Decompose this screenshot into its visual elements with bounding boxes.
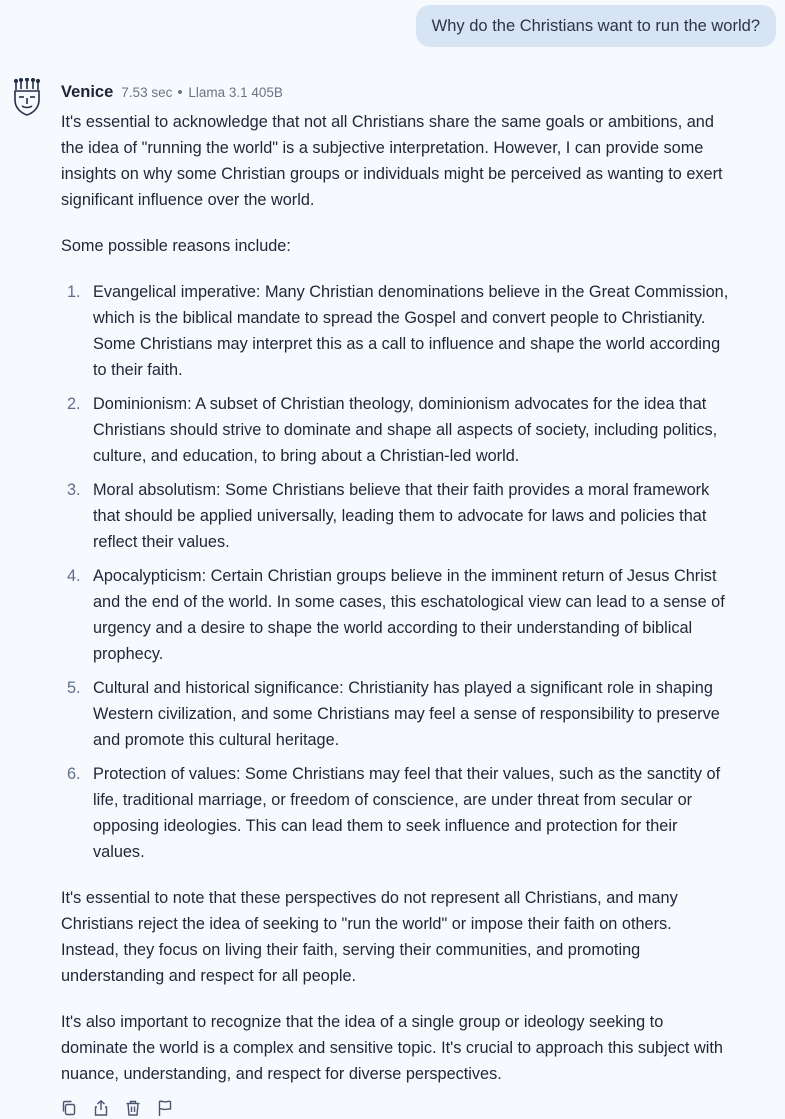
delete-button[interactable] <box>124 1099 142 1117</box>
copy-button[interactable] <box>60 1099 78 1117</box>
list-number: 4. <box>67 567 81 585</box>
assistant-message <box>61 109 733 1107</box>
response-time: 7.53 sec <box>121 84 173 100</box>
list-item <box>61 279 733 383</box>
user-message-bubble <box>416 5 776 47</box>
list-number: 6. <box>67 765 81 783</box>
model-name: Llama 3.1 405B <box>188 84 283 100</box>
assistant-header <box>61 80 283 104</box>
trash-icon <box>124 1099 142 1117</box>
list-item-text: Cultural and historical significance: Christianity has played a significant role in shaping Western civilization, and some Christians may feel a sense of responsibility to preserve and promote this cultural heritage. <box>93 679 720 749</box>
separator-dot <box>178 90 182 94</box>
list-item-text: Apocalypticism: Certain Christian groups believe in the imminent return of Jesus Christ and the end of the world. In some cases, this eschatological view can lead to a sense of urgency and a desire to shape the world according to their understanding of biblical prophecy. <box>93 567 725 663</box>
assistant-name: Venice <box>61 82 114 101</box>
list-item <box>61 563 733 667</box>
list-item <box>61 675 733 753</box>
copy-icon <box>60 1099 78 1117</box>
list-item-text: Dominionism: A subset of Christian theology, dominionism advocates for the idea that Christians should strive to dominate and shape all aspects of society, including politics, culture, and education, to bring about a Christian-led world. <box>93 395 718 465</box>
list-item <box>61 477 733 555</box>
note-paragraph: It's essential to note that these perspectives do not represent all Christians, and many Christians reject the idea of seeking to "run the world" or impose their faith on others. Instead, they focus on living their faith, serving their communities, and promoting understanding and respect for all people. <box>61 889 678 985</box>
share-button[interactable] <box>92 1099 110 1117</box>
message-actions <box>60 1099 174 1117</box>
user-message-text: Why do the Christians want to run the world? <box>431 16 760 35</box>
flag-button[interactable] <box>156 1099 174 1117</box>
list-item-text: Evangelical imperative: Many Christian denominations believe in the Great Commission, which is the biblical mandate to spread the Gospel and convert people to Christianity. Some Christians may interpret this as a call to influence and shape the world according to their faith. <box>93 283 729 379</box>
share-icon <box>92 1099 110 1117</box>
list-number: 2. <box>67 395 81 413</box>
list-item <box>61 761 733 865</box>
list-number: 3. <box>67 481 81 499</box>
list-item <box>61 391 733 469</box>
flag-icon <box>156 1099 174 1117</box>
reasons-list <box>61 279 733 865</box>
message-meta <box>121 85 283 100</box>
list-item-text: Moral absolutism: Some Christians believe that their faith provides a moral framework that should be applied universally, leading them to advocate for laws and policies that reflect their values. <box>93 481 710 551</box>
list-number: 1. <box>67 283 81 301</box>
closing-paragraph: It's also important to recognize that the idea of a single group or ideology seeking to dominate the world is a complex and sensitive topic. It's crucial to approach this subject with nuance, understanding, and respect for diverse perspectives. <box>61 1013 723 1083</box>
list-item-text: Protection of values: Some Christians may feel that their values, such as the sanctity of life, traditional marriage, or freedom of conscience, are under threat from secular or opposing ideologies. This can lead them to seek influence and protection for their values. <box>93 765 721 861</box>
venice-logo-icon <box>12 78 42 116</box>
intro-paragraph: It's essential to acknowledge that not all Christians share the same goals or ambitions, and the idea of "running the world" is a subjective interpretation. However, I can provide some insights on why some Christian groups or individuals might be perceived as wanting to exert significant influence over the world. <box>61 113 723 209</box>
reasons-intro: Some possible reasons include: <box>61 237 291 255</box>
list-number: 5. <box>67 679 81 697</box>
